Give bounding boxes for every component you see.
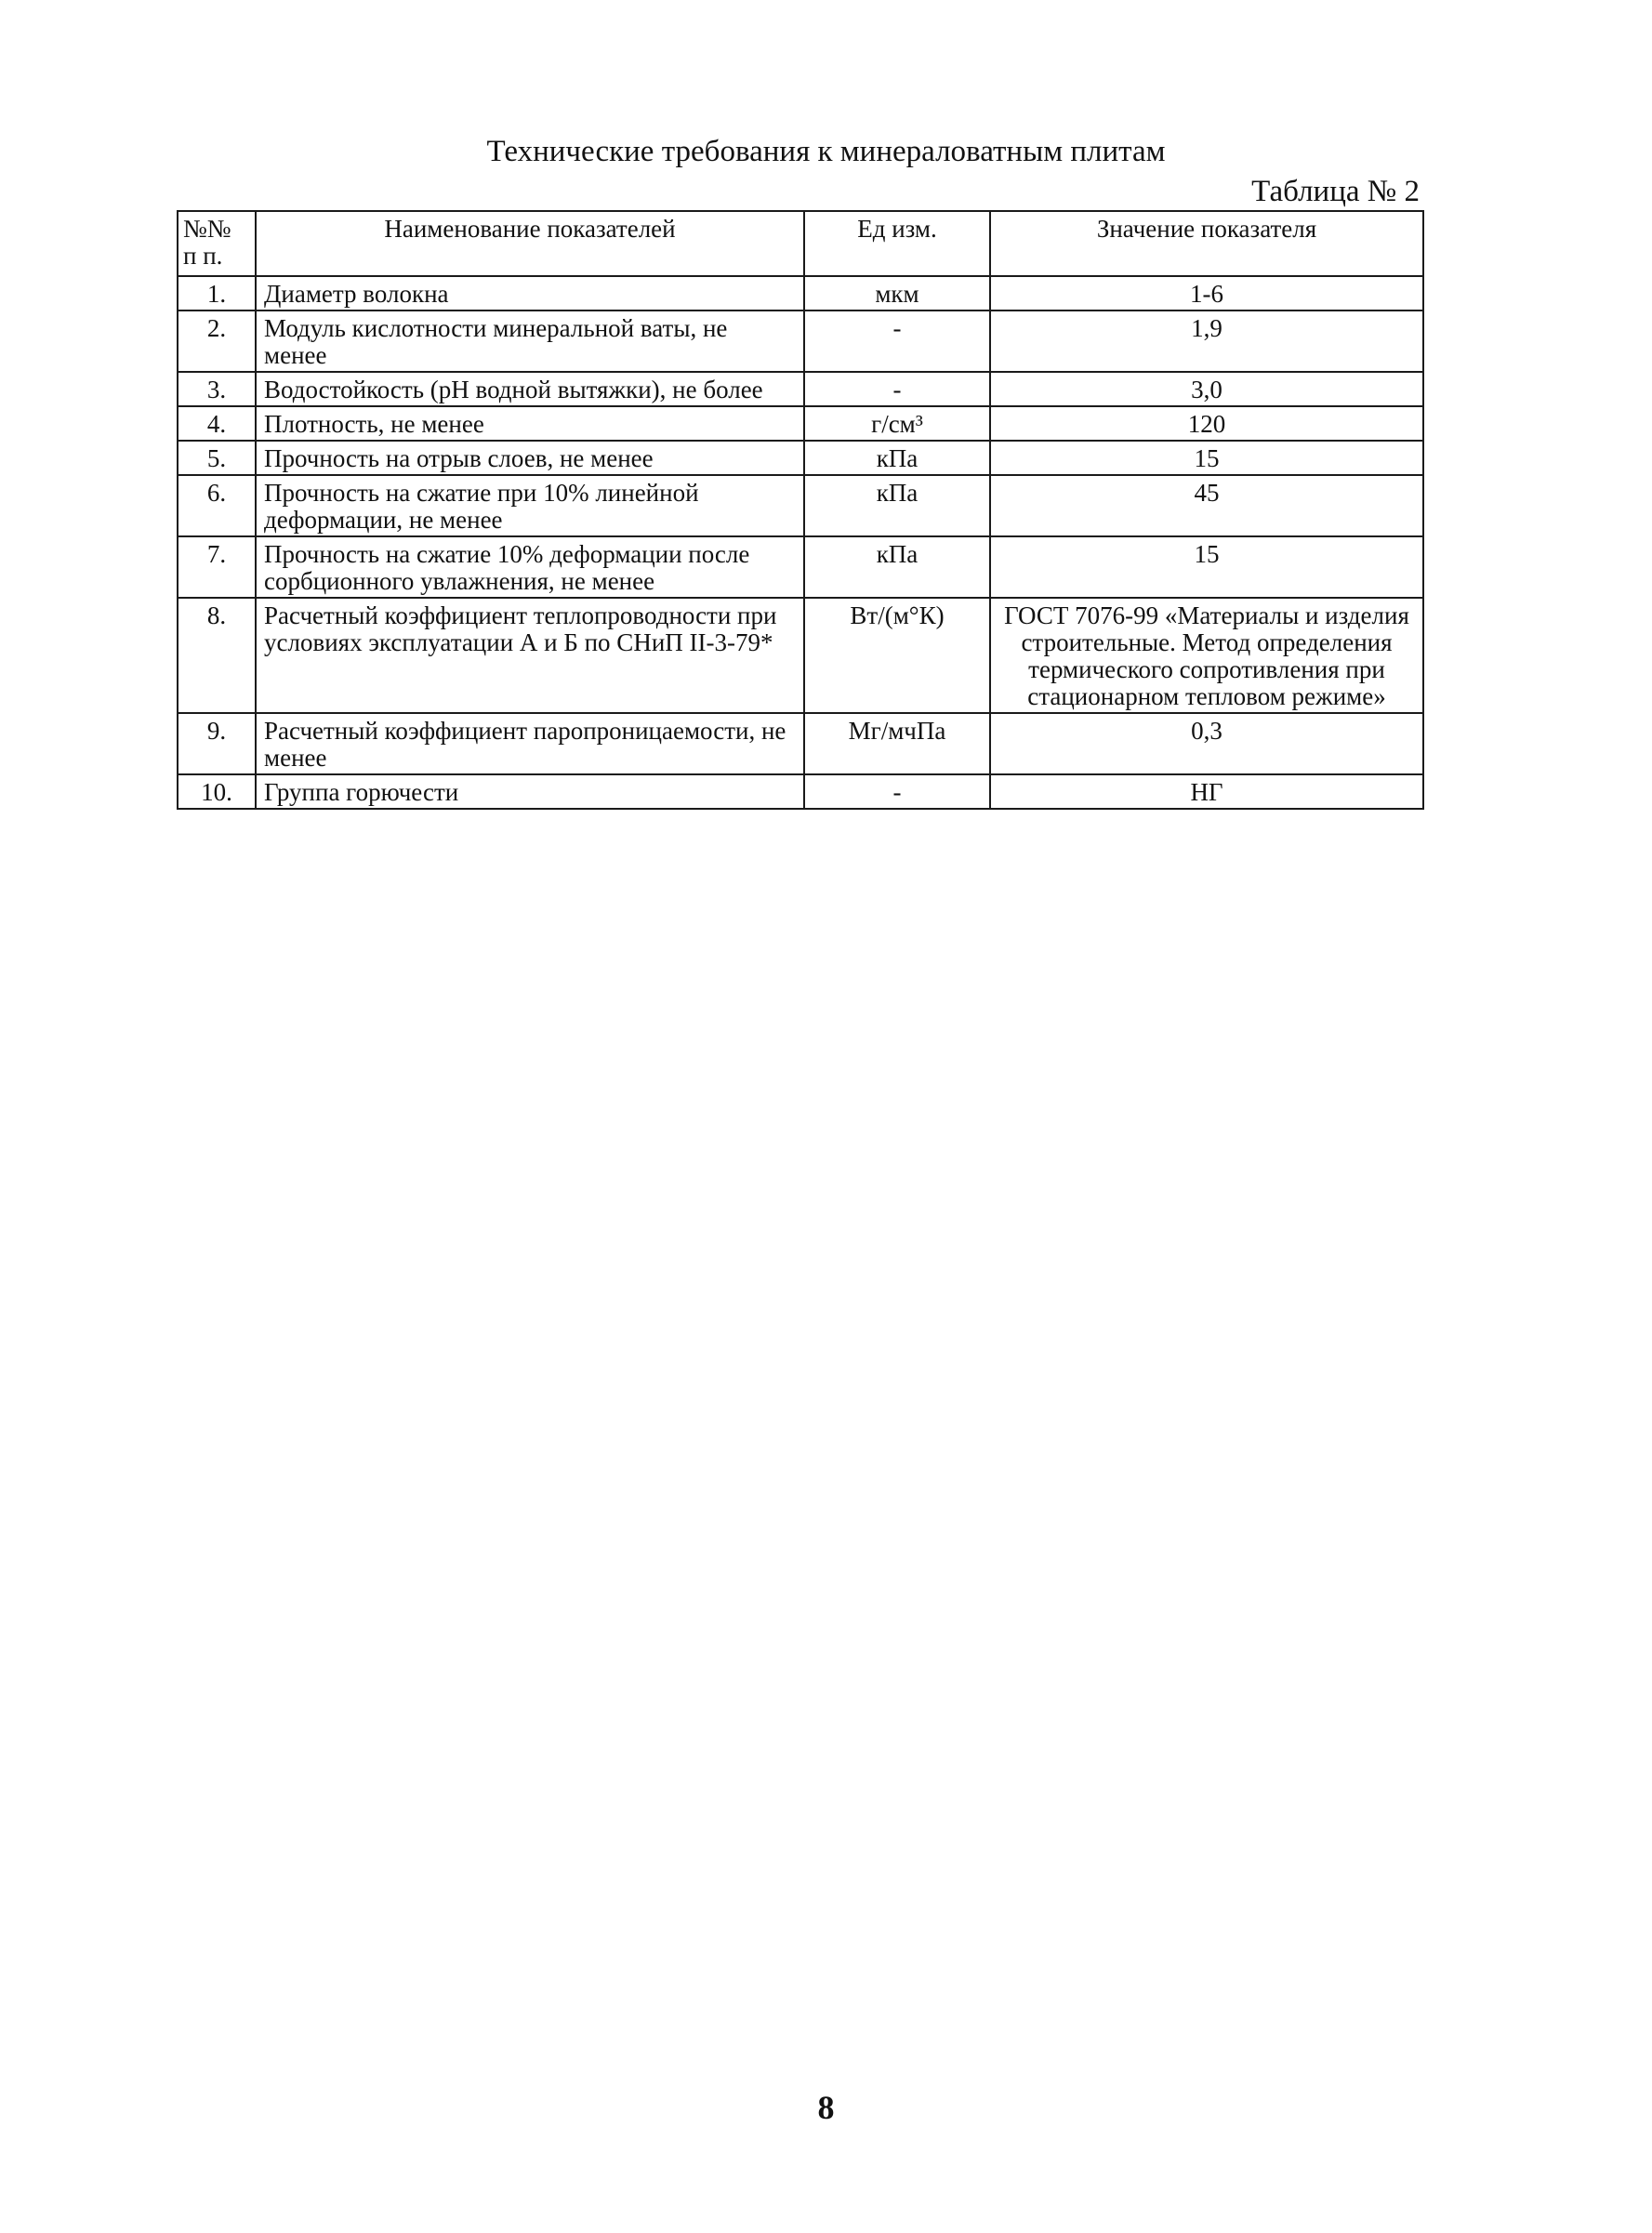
row-unit: - xyxy=(804,774,990,809)
row-num: 9. xyxy=(178,713,256,774)
document-title: Технические требования к минераловатным плитам xyxy=(486,135,1166,168)
row-unit: мкм xyxy=(804,276,990,311)
table-row xyxy=(178,372,1423,406)
row-name: Группа горючести xyxy=(256,774,804,809)
table-row xyxy=(178,276,1423,311)
row-num: 3. xyxy=(178,372,256,406)
row-num: 7. xyxy=(178,536,256,598)
row-num: 2. xyxy=(178,311,256,372)
row-unit: Вт/(м°К) xyxy=(804,598,990,713)
row-num: 8. xyxy=(178,598,256,713)
table-row xyxy=(178,536,1423,598)
row-value: 45 xyxy=(990,475,1423,536)
row-name: Расчетный коэффициент паропроницаемости, не менее xyxy=(256,713,804,774)
row-unit: - xyxy=(804,311,990,372)
row-num: 5. xyxy=(178,441,256,475)
table-row xyxy=(178,311,1423,372)
row-name: Расчетный коэффициент теплопроводности при условиях эксплуатации А и Б по СНиП II-3-79* xyxy=(256,598,804,713)
requirements-table xyxy=(177,210,1424,810)
table-caption: Таблица № 2 xyxy=(1251,175,1420,208)
row-unit: кПа xyxy=(804,475,990,536)
row-num: 4. xyxy=(178,406,256,441)
row-value: 1,9 xyxy=(990,311,1423,372)
row-unit: г/см³ xyxy=(804,406,990,441)
row-name: Плотность, не менее xyxy=(256,406,804,441)
header-unit: Ед изм. xyxy=(804,211,990,276)
row-value: 15 xyxy=(990,441,1423,475)
row-value: НГ xyxy=(990,774,1423,809)
header-name: Наименование показателей xyxy=(256,211,804,276)
table-header-row xyxy=(178,211,1423,276)
table-row xyxy=(178,475,1423,536)
row-name: Модуль кислотности минеральной ваты, не менее xyxy=(256,311,804,372)
row-unit: Мг/мчПа xyxy=(804,713,990,774)
row-num: 1. xyxy=(178,276,256,311)
header-value: Значение показателя xyxy=(990,211,1423,276)
row-value: 3,0 xyxy=(990,372,1423,406)
row-value: ГОСТ 7076-99 «Материалы и изделия строительные. Метод определения термического сопротивления при стационарном тепловом режиме» xyxy=(990,598,1423,713)
row-name: Диаметр волокна xyxy=(256,276,804,311)
row-value: 1-6 xyxy=(990,276,1423,311)
row-name: Прочность на сжатие при 10% линейной деформации, не менее xyxy=(256,475,804,536)
row-name: Прочность на сжатие 10% деформации после сорбционного увлажнения, не менее xyxy=(256,536,804,598)
row-value: 0,3 xyxy=(990,713,1423,774)
table-row xyxy=(178,598,1423,713)
row-value: 15 xyxy=(990,536,1423,598)
table-row xyxy=(178,713,1423,774)
row-num: 10. xyxy=(178,774,256,809)
row-name: Водостойкость (рН водной вытяжки), не более xyxy=(256,372,804,406)
table-row xyxy=(178,774,1423,809)
row-num: 6. xyxy=(178,475,256,536)
row-unit: кПа xyxy=(804,441,990,475)
page-number: 8 xyxy=(817,2089,835,2126)
row-name: Прочность на отрыв слоев, не менее xyxy=(256,441,804,475)
table-row xyxy=(178,406,1423,441)
table-row xyxy=(178,441,1423,475)
row-value: 120 xyxy=(990,406,1423,441)
row-unit: кПа xyxy=(804,536,990,598)
header-num: №№ п п. xyxy=(178,211,256,276)
row-unit: - xyxy=(804,372,990,406)
